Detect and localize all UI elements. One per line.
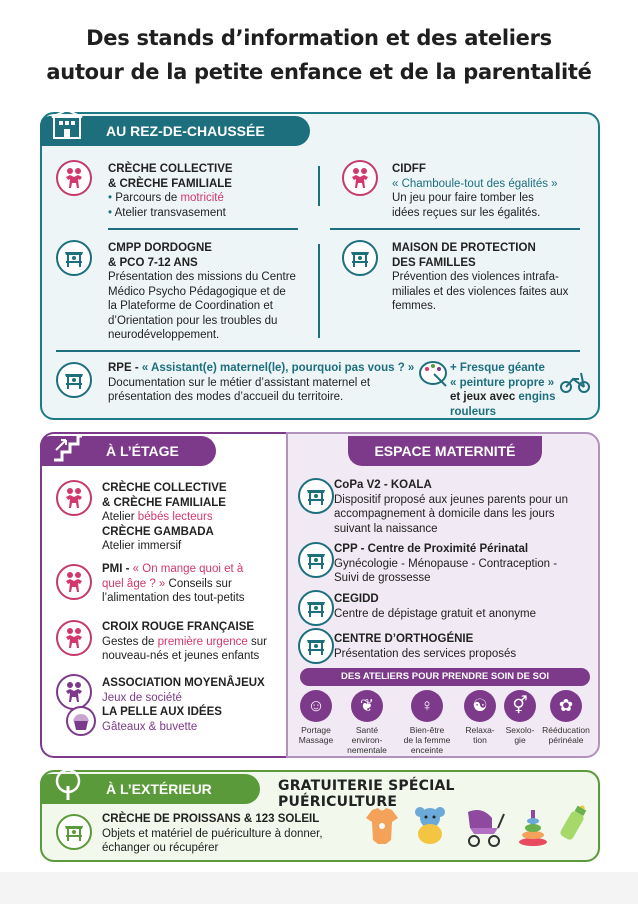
ortho-h: CENTRE D’ORTHOGÉNIE — [334, 633, 474, 645]
maternite-tab: ESPACE MATERNITÉ — [348, 436, 542, 466]
asso-h: ASSOCIATION MOYENÂJEUX — [102, 677, 265, 689]
ateliers-banner: DES ATELIERS POUR PRENDRE SOIN DE SOI — [300, 668, 590, 686]
pmi-q2: quel âge ? » — [102, 577, 166, 590]
ortho-l1: Présentation des services proposés — [334, 647, 517, 660]
stand-icon — [56, 814, 92, 850]
etage-creche-h1: CRÈCHE COLLECTIVE — [102, 482, 227, 494]
atelier-label: enceinte — [410, 745, 444, 755]
copa-l3: suivant la naissance — [334, 522, 438, 535]
mpf-h1: MAISON DE PROTECTION — [392, 242, 536, 254]
etage-creche-l1b: bébés lecteurs — [137, 511, 213, 523]
atelier-item — [400, 690, 454, 755]
copa-block — [334, 478, 596, 536]
croix-l1c: sur — [247, 635, 267, 648]
bike-icon — [560, 368, 590, 399]
mpf-block — [392, 241, 592, 314]
cegidd-block — [334, 592, 596, 621]
cegidd-h: CEGIDD — [334, 593, 379, 605]
ortho-block — [334, 632, 596, 661]
children-icon — [56, 480, 92, 516]
gender-icon: ⚥ — [504, 690, 536, 722]
cegidd-l1: Centre de dépistage gratuit et anonyme — [334, 607, 537, 620]
divider — [56, 350, 580, 352]
stairs-icon — [52, 432, 84, 469]
cpp-h: CPP - Centre de Proximité Périnatal — [334, 543, 529, 555]
pmi-l2: l’alimentation des tout-petits — [102, 592, 245, 604]
croix-l1a: Gestes de — [102, 635, 158, 648]
atelier-item — [538, 690, 594, 745]
etage-creche-l1a: Atelier — [102, 511, 138, 523]
exterieur-block — [102, 812, 352, 856]
building-icon — [50, 108, 84, 149]
cpp-l1: Gynécologie - Ménopause - Contraception - — [334, 557, 558, 570]
cpp-block — [334, 542, 596, 586]
exterieur-l2: échanger ou récupérer — [102, 842, 219, 854]
rdc-creche-h1: CRÈCHE COLLECTIVE — [108, 163, 233, 175]
mpf-l3: femmes. — [392, 300, 437, 312]
atelier-label: tion — [473, 735, 487, 745]
exercise-icon: ✿ — [550, 690, 582, 722]
gratuiterie-title: GRATUITERIE SPÉCIAL PUÉRICULTURE — [278, 778, 455, 810]
mpf-l1: Prévention des violences intrafa- — [392, 271, 559, 283]
croix-l1b: première urgence — [157, 635, 248, 648]
divider — [108, 228, 298, 230]
children-icon — [56, 620, 92, 656]
cidff-block — [392, 162, 592, 220]
rdc-tab: AU REZ-DE-CHAUSSÉE — [40, 116, 310, 146]
cmpp-h1: CMPP DORDOGNE — [108, 242, 212, 254]
stacking-rings-icon — [516, 808, 550, 853]
stand-icon — [298, 542, 334, 578]
atelier-label: de la femme — [403, 735, 451, 745]
baby-bottle-icon — [556, 800, 592, 849]
atelier-label: Rééducation — [542, 725, 590, 735]
copa-l2: accompagnement à domicile dans les jours — [334, 508, 555, 520]
stroller-icon — [462, 804, 508, 853]
players-icon — [56, 674, 92, 710]
copa-h: CoPa V2 - KOALA — [334, 479, 432, 491]
fresque-l3b: engins — [518, 391, 556, 403]
etage-creche-h2: & CRÈCHE FAMILIALE — [102, 496, 226, 509]
rdc-creche-b1b: motricité — [180, 192, 224, 204]
page-title-line1: Des stands d’information et des ateliers — [86, 26, 552, 50]
mpf-l2: miliales et des violences faites aux — [392, 285, 569, 298]
stand-icon — [56, 362, 92, 398]
divider — [318, 244, 320, 338]
cidff-l2: idées reçues sur les égalités. — [392, 206, 541, 219]
atelier-item — [294, 690, 338, 745]
asso-l2: Gâteaux & buvette — [102, 720, 198, 733]
etage-tab: À L’ÉTAGE — [40, 436, 216, 466]
mpf-h2: DES FAMILLES — [392, 256, 476, 269]
stand-icon — [298, 478, 334, 514]
leaf-icon: ❦ — [351, 690, 383, 722]
palette-icon — [418, 358, 448, 393]
stand-icon — [298, 628, 334, 664]
cpp-l2: Suivi de grossesse — [334, 572, 431, 584]
cmpp-l5: neurodéveloppement. — [108, 329, 220, 341]
stand-icon — [56, 240, 92, 276]
rpe-quote: « Assistant(e) maternel(le), pourquoi pas vous ? » — [141, 362, 415, 374]
pmi-t: Conseils sur — [165, 577, 232, 590]
atelier-item — [340, 690, 394, 755]
atelier-item — [458, 690, 502, 745]
atelier-label: Portage — [301, 725, 331, 735]
teddy-bear-icon — [410, 804, 450, 851]
cmpp-block — [108, 241, 318, 343]
asso-block — [102, 676, 284, 734]
massage-icon: ☺ — [300, 690, 332, 722]
etage-creche-h3: CRÈCHE GAMBADA — [102, 525, 214, 538]
pregnant-icon: ♀ — [411, 690, 443, 722]
fresque-l3a: et jeux avec — [450, 391, 519, 403]
onesie-icon — [364, 806, 400, 851]
cmpp-l1: Présentation des missions du Centre — [108, 271, 296, 283]
rdc-creche-block — [108, 162, 308, 220]
croix-block — [102, 620, 284, 664]
croix-h: CROIX ROUGE FRANÇAISE — [102, 621, 255, 633]
tree-icon — [52, 768, 84, 807]
rpe-block — [108, 361, 418, 405]
page-title-line2: autour de la petite enfance et de la parentalité — [46, 60, 592, 84]
copa-l1: Dispositif proposé aux jeunes parents pour un — [334, 493, 568, 506]
cmpp-h2: & PCO 7-12 ANS — [108, 256, 198, 269]
rdc-creche-b2: Atelier transvasement — [114, 206, 226, 219]
rdc-creche-h2: & CRÈCHE FAMILIALE — [108, 177, 232, 190]
atelier-label: Sexolo- — [505, 725, 535, 735]
exterieur-h: CRÈCHE DE PROISSANS & 123 SOLEIL — [102, 813, 320, 825]
exterieur-tab: À L’EXTÉRIEUR — [40, 774, 260, 804]
atelier-label: périnéale — [548, 735, 584, 745]
cmpp-l3: la Plateforme de Coordination et — [108, 300, 273, 312]
fresque-l4: rouleurs — [450, 405, 497, 418]
divider — [330, 228, 580, 230]
atelier-item — [498, 690, 542, 745]
rpe-l1: Documentation sur le métier d’assistant maternel et — [108, 376, 371, 389]
stand-icon — [298, 590, 334, 626]
atelier-label: Relaxa- — [465, 725, 495, 735]
divider — [318, 166, 320, 206]
pmi-h: PMI - — [102, 563, 133, 575]
etage-creche-block — [102, 481, 282, 554]
atelier-label: Massage — [298, 735, 334, 745]
asso-h2: LA PELLE AUX IDÉES — [102, 706, 222, 718]
stand-icon — [342, 240, 378, 276]
atelier-label: Santé environ- — [351, 725, 383, 745]
fresque-l1: + Fresque géante — [450, 362, 545, 374]
cmpp-l2: Médico Psycho Pédagogique et de — [108, 285, 286, 298]
rdc-creche-b1a: Parcours de — [115, 192, 181, 204]
page-footer — [0, 872, 638, 904]
rpe-l2: présentation des modes d’accueil du territoire. — [108, 391, 344, 403]
cidff-l1: Un jeu pour faire tomber les — [392, 192, 534, 204]
asso-l1: Jeux de société — [102, 691, 182, 704]
cupcake-icon — [66, 706, 96, 736]
cmpp-l4: d’Orientation pour les troubles du — [108, 314, 278, 327]
rpe-h: RPE - — [108, 362, 142, 374]
atelier-label: gie — [514, 735, 526, 745]
cidff-quote: « Chamboule-tout des égalités » — [392, 177, 558, 190]
etage-creche-l2: Atelier immersif — [102, 540, 182, 552]
cidff-h: CIDFF — [392, 163, 426, 175]
exterieur-l1: Objets et matériel de puériculture à donner, — [102, 827, 323, 840]
pmi-q1: « On mange quoi et à — [132, 563, 244, 575]
children-icon — [56, 564, 92, 600]
relaxation-icon: ☯ — [464, 690, 496, 722]
pmi-block — [102, 562, 282, 606]
atelier-label: nementale — [347, 745, 387, 755]
atelier-label: Bien-être — [409, 725, 445, 735]
children-icon-2 — [342, 160, 378, 196]
fresque-l2: « peinture propre » — [450, 376, 555, 389]
croix-l2: nouveau-nés et jeunes enfants — [102, 650, 260, 662]
children-icon — [56, 160, 92, 196]
